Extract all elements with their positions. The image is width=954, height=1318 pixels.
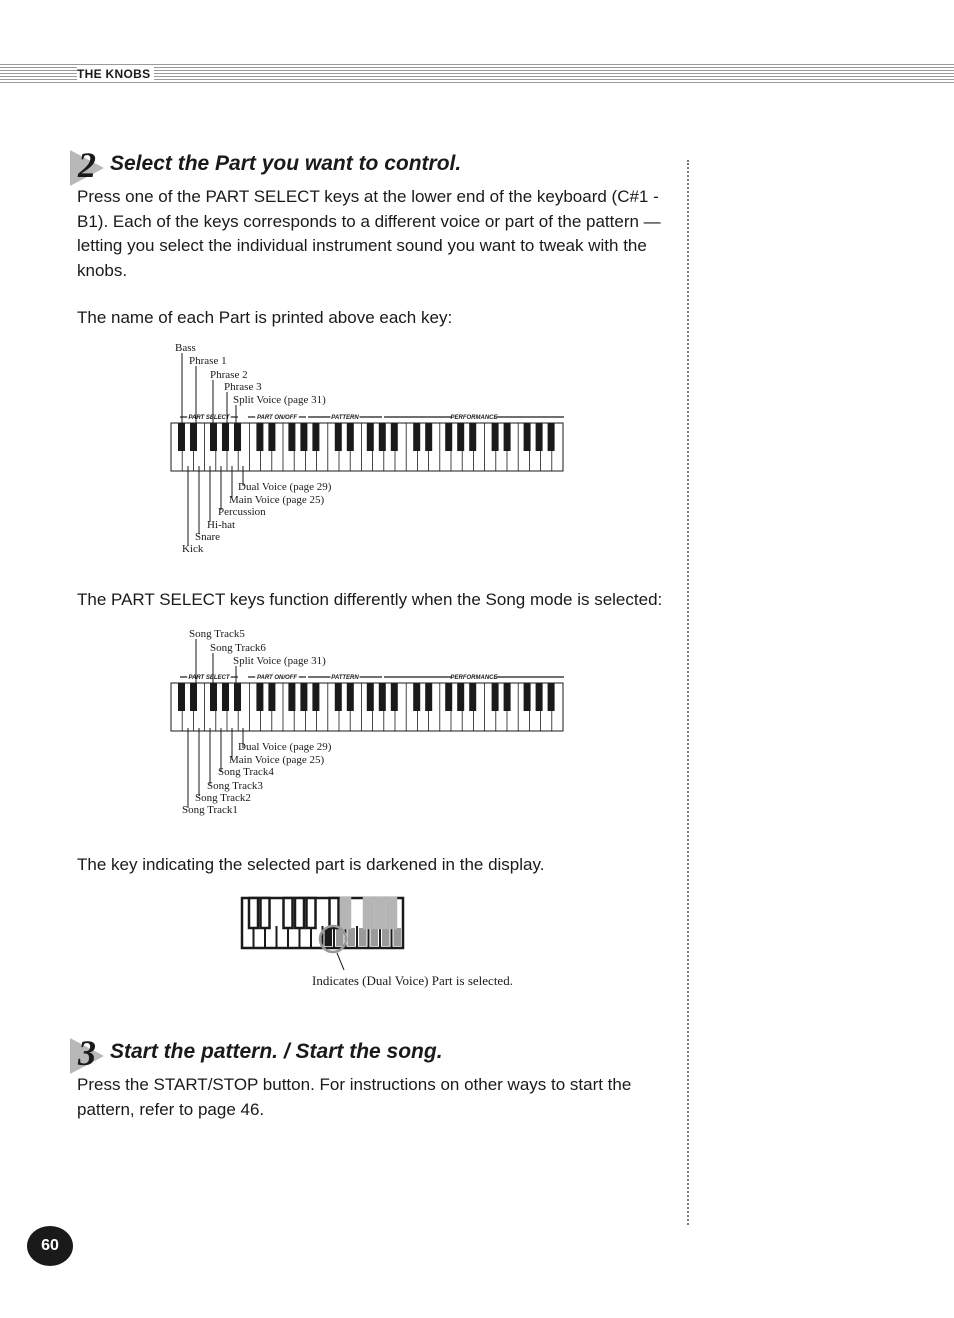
black-key bbox=[347, 683, 354, 711]
keyboard-section-label: PATTERN bbox=[331, 675, 359, 681]
label-hi-hat: Hi-hat bbox=[207, 519, 236, 531]
lcd-black-key bbox=[387, 898, 396, 928]
black-key bbox=[347, 423, 354, 451]
keyboard-section-label: PERFORMANCE bbox=[450, 415, 498, 421]
black-key bbox=[425, 423, 432, 451]
bottom-labels bbox=[182, 481, 332, 555]
black-key bbox=[548, 423, 555, 451]
black-key bbox=[256, 683, 263, 711]
black-key bbox=[178, 423, 185, 451]
step-3-paragraph: Press the START/STOP button. For instructions on other ways to start the pattern, refer to page 46. bbox=[77, 1075, 632, 1119]
step-title: Select the Part you want to control. bbox=[110, 152, 462, 175]
keyboard-section-label: PART SELECT bbox=[188, 675, 230, 681]
page-number: 60 bbox=[27, 1226, 73, 1266]
top-labels bbox=[189, 628, 326, 667]
label-song-track4: Song Track4 bbox=[218, 766, 274, 778]
black-key bbox=[457, 683, 464, 711]
black-key bbox=[335, 423, 342, 451]
black-key bbox=[210, 423, 217, 451]
keyboard-section-label: PART ON/OFF bbox=[256, 675, 298, 681]
label-kick: Kick bbox=[182, 543, 204, 555]
label-percussion: Percussion bbox=[218, 506, 266, 518]
keyboard-section-label: PART SELECT bbox=[188, 415, 230, 421]
black-key bbox=[504, 683, 511, 711]
lcd-black-key bbox=[364, 898, 373, 928]
label-main-voice: Main Voice (page 25) bbox=[229, 494, 325, 506]
display-caption: Indicates (Dual Voice) Part is selected. bbox=[312, 973, 513, 988]
label-dual-voice: Dual Voice (page 29) bbox=[238, 481, 332, 493]
section-bar bbox=[180, 415, 564, 421]
label-phrase-2: Phrase 2 bbox=[210, 369, 248, 381]
label-split-voice: Split Voice (page 31) bbox=[233, 394, 326, 406]
step-title: Start the pattern. / Start the song. bbox=[110, 1040, 443, 1063]
step-number: 3 bbox=[78, 1033, 96, 1073]
top-labels bbox=[175, 342, 326, 406]
section-bar bbox=[180, 675, 564, 681]
black-key bbox=[288, 423, 295, 451]
label-phrase-1: Phrase 1 bbox=[189, 355, 227, 367]
keyboard-diagram-song bbox=[160, 622, 580, 822]
bottom-labels bbox=[182, 741, 332, 816]
black-key bbox=[536, 683, 543, 711]
keyboard-section-label: PERFORMANCE bbox=[450, 675, 498, 681]
keyboard bbox=[171, 423, 563, 471]
label-song-track6: Song Track6 bbox=[210, 642, 266, 654]
black-key bbox=[256, 423, 263, 451]
black-key bbox=[379, 683, 386, 711]
selected-key bbox=[325, 928, 333, 946]
label-song-track3: Song Track3 bbox=[207, 780, 263, 792]
keyboard-section-label: PATTERN bbox=[331, 415, 359, 421]
black-key bbox=[524, 683, 531, 711]
black-key bbox=[457, 423, 464, 451]
black-key bbox=[234, 683, 241, 711]
black-key bbox=[335, 683, 342, 711]
label-split-voice: Split Voice (page 31) bbox=[233, 655, 326, 667]
step-2-paragraph: Press one of the PART SELECT keys at the lower end of the keyboard (C#1 - B1). Each of the keys corresponds to a different voice or part of the pattern — letting you select the individual instrument sound you want to tweak with the knobs. bbox=[77, 187, 661, 280]
lcd-black-key bbox=[295, 898, 304, 928]
black-key bbox=[367, 423, 374, 451]
black-key bbox=[312, 423, 319, 451]
black-key bbox=[548, 683, 555, 711]
black-key bbox=[190, 423, 197, 451]
black-key bbox=[425, 683, 432, 711]
black-key bbox=[391, 423, 398, 451]
black-key bbox=[300, 423, 307, 451]
label-main-voice: Main Voice (page 25) bbox=[229, 754, 325, 766]
lcd-black-key bbox=[307, 898, 316, 928]
label-snare: Snare bbox=[195, 531, 221, 543]
black-key bbox=[178, 683, 185, 711]
song-mode-intro: The PART SELECT keys function differently when the Song mode is selected: bbox=[77, 590, 663, 609]
black-key bbox=[492, 683, 499, 711]
black-key bbox=[268, 683, 275, 711]
lcd-black-key bbox=[341, 898, 350, 928]
label-song-track1: Song Track1 bbox=[182, 804, 238, 816]
black-key bbox=[469, 423, 476, 451]
column-divider bbox=[687, 160, 689, 1225]
label-dual-voice: Dual Voice (page 29) bbox=[238, 741, 332, 753]
keyboard bbox=[171, 683, 563, 731]
black-key bbox=[504, 423, 511, 451]
lcd-black-key bbox=[249, 898, 258, 928]
label-phrase-3: Phrase 3 bbox=[224, 381, 262, 393]
lcd-black-key bbox=[376, 898, 385, 928]
parts-intro: The name of each Part is printed above each key: bbox=[77, 308, 453, 327]
black-key bbox=[312, 683, 319, 711]
black-key bbox=[536, 423, 543, 451]
keyboard-diagram-parts bbox=[160, 336, 580, 558]
black-key bbox=[210, 683, 217, 711]
display-intro: The key indicating the selected part is darkened in the display. bbox=[77, 855, 545, 874]
black-key bbox=[268, 423, 275, 451]
black-key bbox=[492, 423, 499, 451]
step-number: 2 bbox=[78, 145, 96, 185]
black-key bbox=[379, 423, 386, 451]
black-key bbox=[190, 683, 197, 711]
black-key bbox=[234, 423, 241, 451]
black-key bbox=[445, 423, 452, 451]
lcd-keyboard bbox=[242, 898, 403, 948]
keyboard-section-label: PART ON/OFF bbox=[256, 415, 298, 421]
black-key bbox=[469, 683, 476, 711]
black-key bbox=[524, 423, 531, 451]
lcd-black-key bbox=[330, 898, 339, 928]
label-song-track2: Song Track2 bbox=[195, 792, 251, 804]
lcd-display-diagram bbox=[236, 890, 421, 970]
section-label: THE KNOBS bbox=[77, 67, 154, 81]
black-key bbox=[288, 683, 295, 711]
lcd-black-key bbox=[261, 898, 270, 928]
black-key bbox=[413, 423, 420, 451]
black-key bbox=[222, 423, 229, 451]
black-key bbox=[391, 683, 398, 711]
black-key bbox=[445, 683, 452, 711]
black-key bbox=[367, 683, 374, 711]
label-song-track5: Song Track5 bbox=[189, 628, 245, 640]
black-key bbox=[300, 683, 307, 711]
label-bass: Bass bbox=[175, 342, 196, 354]
black-key bbox=[413, 683, 420, 711]
lcd-black-key bbox=[284, 898, 293, 928]
black-key bbox=[222, 683, 229, 711]
